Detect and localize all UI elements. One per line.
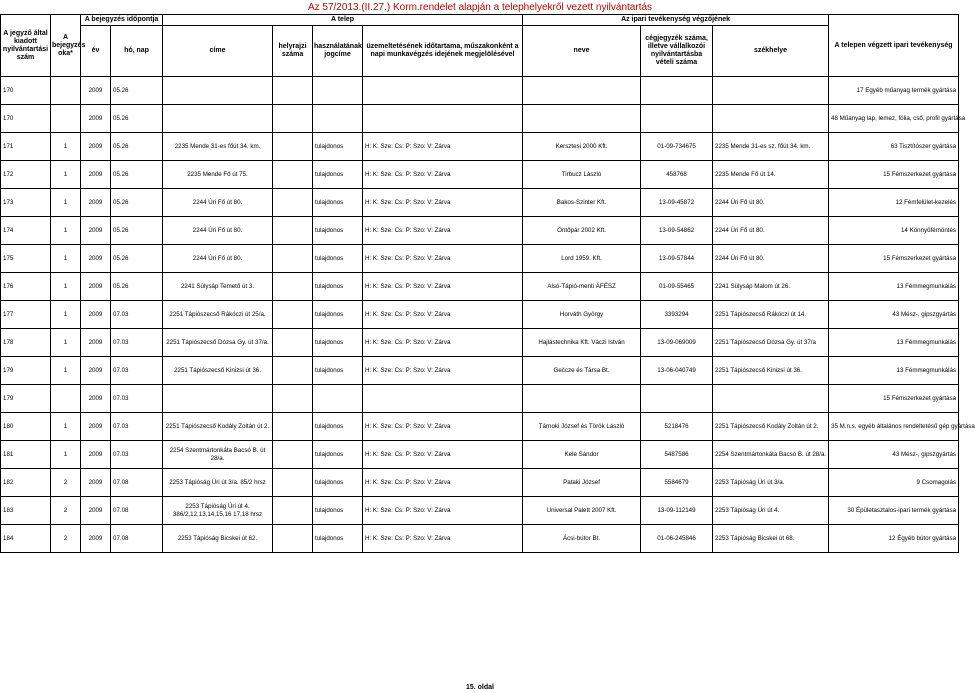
cell-szekhely: 2244 Úri Fő út 80. [713, 189, 829, 217]
cell-ceg-neve: Hajlástechnika Kft. Váczi István [523, 329, 641, 357]
cell-telep-cime: 2251 Tápiószecső Kinizsi út 36. [163, 357, 273, 385]
cell-row-number: 172 [1, 161, 51, 189]
cell-ipari-tevekenyseg: 15 Fémszerkezet gyártása [829, 161, 959, 189]
cell-row-number: 176 [1, 273, 51, 301]
cell-month-day: 05.26 [111, 133, 163, 161]
cell-row-number: 178 [1, 329, 51, 357]
cell-ipari-tevekenyseg: 14 Könnyűfémöntés [829, 217, 959, 245]
cell-year: 2009 [81, 189, 111, 217]
cell-jogcim: tulajdonos [313, 357, 363, 385]
cell-helyrajzi-szam [273, 217, 313, 245]
cell-month-day: 05.26 [111, 105, 163, 133]
cell-ceg-neve: Horváth György [523, 301, 641, 329]
cell-year: 2009 [81, 441, 111, 469]
cell-row-number: 173 [1, 189, 51, 217]
cell-month-day: 07.03 [111, 357, 163, 385]
cell-ipari-tevekenyseg: 12 Fémfelület-kezelés [829, 189, 959, 217]
cell-cegjegyzek-szam: 5487586 [641, 441, 713, 469]
cell-helyrajzi-szam [273, 525, 313, 553]
cell-uzemeltetes-idotartam: H: K: Sze: Cs: P: Szo: V: Zárva [363, 357, 523, 385]
cell-uzemeltetes-idotartam: H: K: Sze: Cs: P: Szo: V: Zárva [363, 245, 523, 273]
cell-helyrajzi-szam [273, 245, 313, 273]
cell-ipari-tevekenyseg: 43 Mész-, gipszgyártás [829, 441, 959, 469]
cell-month-day: 07.03 [111, 413, 163, 441]
cell-ipari-tevekenyseg: 13 Fémmegmunkálás [829, 329, 959, 357]
cell-year: 2009 [81, 161, 111, 189]
table-row [1, 469, 959, 497]
cell-ipari-tevekenyseg: 15 Fémszerkezet gyártása [829, 385, 959, 413]
cell-jogcim: tulajdonos [313, 469, 363, 497]
cell-cegjegyzek-szam [641, 77, 713, 105]
cell-telep-cime: 2241 Sülysáp Temető út 3. [163, 273, 273, 301]
cell-helyrajzi-szam [273, 161, 313, 189]
cell-helyrajzi-szam [273, 301, 313, 329]
cell-telep-cime: 2235 Mende 31-es főút 34. km. [163, 133, 273, 161]
register-table [0, 14, 975, 553]
cell-telep-cime: 2235 Mende Fő út 75. [163, 161, 273, 189]
cell-helyrajzi-szam [273, 329, 313, 357]
cell-bejegyzes-oka: 1 [51, 245, 81, 273]
cell-row-number: 180 [1, 413, 51, 441]
cell-telep-cime [163, 385, 273, 413]
cell-ipari-tevekenyseg: 43 Mész-, gipszgyártás [829, 301, 959, 329]
table-row [1, 301, 959, 329]
cell-helyrajzi-szam [273, 357, 313, 385]
cell-ipari-tevekenyseg: 12 Égyéb bútor gyártása [829, 525, 959, 553]
cell-bejegyzes-oka [51, 385, 81, 413]
cell-szekhely: 2253 Tápióság Bicskei út 68. [713, 525, 829, 553]
cell-telep-cime: 2253 Tápióság Bicskei út 62. [163, 525, 273, 553]
cell-szekhely: 2244 Úri Fő út 80. [713, 245, 829, 273]
header-neve: neve [523, 26, 641, 77]
cell-jogcim: tulajdonos [313, 301, 363, 329]
cell-row-number: 179 [1, 385, 51, 413]
cell-ipari-tevekenyseg: 35 M.n.s. egyéb általános rendeltetésű gép gyártása [829, 413, 959, 441]
cell-bejegyzes-oka: 1 [51, 301, 81, 329]
header-telep: A telep [163, 15, 523, 26]
cell-uzemeltetes-idotartam: H: K: Sze: Cs: P: Szo: V: Zárva [363, 301, 523, 329]
cell-bejegyzes-oka [51, 105, 81, 133]
cell-szekhely: 2251 Tápiószecső Rákóczi út 14. [713, 301, 829, 329]
cell-cegjegyzek-szam: 01-09-55465 [641, 273, 713, 301]
cell-cegjegyzek-szam: 13-09-54862 [641, 217, 713, 245]
cell-jogcim: tulajdonos [313, 441, 363, 469]
cell-month-day: 05.26 [111, 189, 163, 217]
cell-bejegyzes-oka [51, 77, 81, 105]
cell-cegjegyzek-szam: 5218476 [641, 413, 713, 441]
table-row [1, 329, 959, 357]
cell-cegjegyzek-szam: 13-06-040749 [641, 357, 713, 385]
cell-row-number: 174 [1, 217, 51, 245]
cell-jogcim: tulajdonos [313, 245, 363, 273]
cell-szekhely [713, 105, 829, 133]
cell-month-day: 07.03 [111, 301, 163, 329]
cell-helyrajzi-szam [273, 413, 313, 441]
cell-ceg-neve [523, 385, 641, 413]
cell-telep-cime: 2251 Tápiószecső Dózsa Gy. út 37/a. [163, 329, 273, 357]
cell-ipari-tevekenyseg: 15 Fémszerkezet gyártása [829, 245, 959, 273]
cell-ceg-neve: Tárnoki József és Török László [523, 413, 641, 441]
cell-helyrajzi-szam [273, 77, 313, 105]
cell-szekhely: 2254 Szentmártonkáta Bacsó B. út 28/a. [713, 441, 829, 469]
cell-bejegyzes-oka: 1 [51, 217, 81, 245]
cell-row-number: 170 [1, 105, 51, 133]
cell-ipari-tevekenyseg: 13 Fémmegmunkálás [829, 357, 959, 385]
cell-row-number: 177 [1, 301, 51, 329]
cell-year: 2009 [81, 217, 111, 245]
cell-jogcim: tulajdonos [313, 525, 363, 553]
cell-telep-cime [163, 105, 273, 133]
cell-month-day: 07.08 [111, 497, 163, 525]
cell-month-day: 05.26 [111, 273, 163, 301]
cell-uzemeltetes-idotartam: H: K: Sze: Cs: P: Szo: V: Zárva [363, 329, 523, 357]
cell-uzemeltetes-idotartam: H: K: Sze: Cs: P: Szo: V: Zárva [363, 217, 523, 245]
cell-szekhely: 2235 Mende Fő út 14. [713, 161, 829, 189]
cell-ceg-neve: Kele Sándor [523, 441, 641, 469]
header-ho-nap: hó, nap [111, 26, 163, 77]
table-body [1, 77, 975, 553]
cell-jogcim [313, 105, 363, 133]
cell-year: 2009 [81, 133, 111, 161]
table-row [1, 217, 959, 245]
cell-telep-cime: 2253 Tápióság Úri út 4. 386/2,12,13,14,15,16 17,18 hrsz [163, 497, 273, 525]
cell-ipari-tevekenyseg: 13 Fémmegmunkálás [829, 273, 959, 301]
cell-year: 2009 [81, 105, 111, 133]
cell-row-number: 182 [1, 469, 51, 497]
header-szekhelye: székhelye [713, 26, 829, 77]
cell-ceg-neve: Gečcze és Társa Bt. [523, 357, 641, 385]
cell-row-number: 181 [1, 441, 51, 469]
cell-jogcim [313, 385, 363, 413]
cell-szekhely: 2253 Tápióság Úri út 3/a. [713, 469, 829, 497]
cell-jogcim [313, 77, 363, 105]
cell-year: 2009 [81, 301, 111, 329]
cell-uzemeltetes-idotartam: H: K: Sze: Cs: P: Szo: V: Zárva [363, 497, 523, 525]
cell-uzemeltetes-idotartam [363, 385, 523, 413]
table-row [1, 133, 959, 161]
cell-month-day: 07.03 [111, 441, 163, 469]
cell-szekhely: 2244 Úri Fő út 80. [713, 217, 829, 245]
cell-jogcim: tulajdonos [313, 161, 363, 189]
cell-jogcim: tulajdonos [313, 413, 363, 441]
cell-ceg-neve: Alsó-Tápió-menti ÁFÉSZ [523, 273, 641, 301]
cell-telep-cime: 2244 Úri Fő út 80. [163, 189, 273, 217]
cell-month-day: 05.26 [111, 77, 163, 105]
cell-cegjegyzek-szam [641, 105, 713, 133]
cell-year: 2009 [81, 497, 111, 525]
cell-helyrajzi-szam [273, 273, 313, 301]
cell-helyrajzi-szam [273, 133, 313, 161]
cell-uzemeltetes-idotartam [363, 77, 523, 105]
cell-bejegyzes-oka: 1 [51, 189, 81, 217]
table-row [1, 497, 959, 525]
cell-year: 2009 [81, 273, 111, 301]
cell-cegjegyzek-szam: 01-09-734675 [641, 133, 713, 161]
cell-helyrajzi-szam [273, 441, 313, 469]
cell-year: 2009 [81, 385, 111, 413]
cell-ipari-tevekenyseg: 30 Épületasztalos-ipari termék gyártása [829, 497, 959, 525]
cell-cegjegyzek-szam: 13-09-069009 [641, 329, 713, 357]
header-helyrajzi: helyrajzi száma [273, 26, 313, 77]
cell-telep-cime [163, 77, 273, 105]
cell-jogcim: tulajdonos [313, 217, 363, 245]
cell-jogcim: tulajdonos [313, 273, 363, 301]
cell-row-number: 171 [1, 133, 51, 161]
cell-ceg-neve [523, 77, 641, 105]
cell-bejegyzes-oka: 1 [51, 133, 81, 161]
cell-row-number: 170 [1, 77, 51, 105]
cell-ceg-neve: Pataki József [523, 469, 641, 497]
cell-telep-cime: 2244 Úri Fő út 80. [163, 245, 273, 273]
cell-helyrajzi-szam [273, 189, 313, 217]
table-row [1, 413, 959, 441]
table-row [1, 245, 959, 273]
cell-uzemeltetes-idotartam: H: K: Sze: Cs: P: Szo: V: Zárva [363, 189, 523, 217]
cell-szekhely: 2251 Tápiószecső Dózsa Gy. út 37/a [713, 329, 829, 357]
cell-ceg-neve: Tirbucz László [523, 161, 641, 189]
cell-bejegyzes-oka: 2 [51, 469, 81, 497]
cell-month-day: 07.08 [111, 525, 163, 553]
cell-year: 2009 [81, 413, 111, 441]
cell-bejegyzes-oka: 1 [51, 329, 81, 357]
cell-bejegyzes-oka: 1 [51, 357, 81, 385]
cell-helyrajzi-szam [273, 105, 313, 133]
cell-month-day: 05.26 [111, 245, 163, 273]
cell-bejegyzes-oka: 1 [51, 161, 81, 189]
cell-bejegyzes-oka: 1 [51, 273, 81, 301]
table-row [1, 189, 959, 217]
cell-cegjegyzek-szam: 01-06-245846 [641, 525, 713, 553]
table-row [1, 105, 959, 133]
cell-cegjegyzek-szam: 458768 [641, 161, 713, 189]
header-hasznalat: használatának jogcíme [313, 26, 363, 77]
table-row [1, 161, 959, 189]
header-bejegyzes-oka: A bejegyzés oka* [51, 15, 81, 77]
cell-ceg-neve: Ácsi-bútor Bt. [523, 525, 641, 553]
cell-year: 2009 [81, 357, 111, 385]
cell-jogcim: tulajdonos [313, 133, 363, 161]
cell-year: 2009 [81, 329, 111, 357]
cell-row-number: 179 [1, 357, 51, 385]
cell-year: 2009 [81, 77, 111, 105]
cell-helyrajzi-szam [273, 497, 313, 525]
cell-szekhely: 2251 Tápiószecső Kinizsi út 36. [713, 357, 829, 385]
cell-telep-cime: 2253 Tápióság Úri út 3/a. 85/2 hrsz [163, 469, 273, 497]
cell-telep-cime: 2251 Tápiószecső Kodály Zoltán út 2. [163, 413, 273, 441]
cell-ceg-neve: Universal Palett 2007 Kft. [523, 497, 641, 525]
cell-month-day: 07.03 [111, 385, 163, 413]
cell-ipari-tevekenyseg: 9 Csomagolás [829, 469, 959, 497]
cell-ipari-tevekenyseg: 48 Műanyag lap, lemez, fólia, cső, profil gyártása [829, 105, 959, 133]
header-ev: év [81, 26, 111, 77]
table-row [1, 441, 959, 469]
cell-szekhely: 2235 Mende 31-es sz. főút 34. km. [713, 133, 829, 161]
cell-jogcim: tulajdonos [313, 189, 363, 217]
cell-month-day: 07.08 [111, 469, 163, 497]
cell-month-day: 07.03 [111, 329, 163, 357]
cell-uzemeltetes-idotartam: H: K: Sze: Cs: P: Szo: V: Zárva [363, 161, 523, 189]
cell-cegjegyzek-szam: 5584679 [641, 469, 713, 497]
table-row [1, 77, 959, 105]
cell-helyrajzi-szam [273, 385, 313, 413]
cell-row-number: 175 [1, 245, 51, 273]
cell-telep-cime: 2254 Szentmártonkáta Bacsó B. út 28/a. [163, 441, 273, 469]
document-title: Az 57/2013.(II.27.) Korm.rendelet alapján a telephelyekről vezett nyilvántartás [307, 2, 653, 13]
header-uzemeltetes: üzemeltetésének időtartama, műszakonként a napi munkavégzés idejének megjelölésével [363, 26, 523, 77]
cell-uzemeltetes-idotartam: H: K: Sze: Cs: P: Szo: V: Zárva [363, 133, 523, 161]
cell-uzemeltetes-idotartam: H: K: Sze: Cs: P: Szo: V: Zárva [363, 469, 523, 497]
cell-uzemeltetes-idotartam: H: K: Sze: Cs: P: Szo: V: Zárva [363, 525, 523, 553]
cell-uzemeltetes-idotartam: H: K: Sze: Cs: P: Szo: V: Zárva [363, 273, 523, 301]
table-header [1, 15, 959, 77]
cell-bejegyzes-oka: 2 [51, 525, 81, 553]
cell-ceg-neve: Öntőpár 2002 Kft. [523, 217, 641, 245]
cell-szekhely: 2253 Tápióság Úri út 4. [713, 497, 829, 525]
cell-cegjegyzek-szam: 3393294 [641, 301, 713, 329]
cell-bejegyzes-oka: 1 [51, 413, 81, 441]
cell-month-day: 05.26 [111, 217, 163, 245]
table-row [1, 357, 959, 385]
cell-szekhely [713, 385, 829, 413]
cell-szekhely: 2241 Sülysáp Malom út 26. [713, 273, 829, 301]
cell-row-number: 184 [1, 525, 51, 553]
cell-cegjegyzek-szam: 13-09-57844 [641, 245, 713, 273]
cell-ceg-neve: Kersztesi 2000 Kft. [523, 133, 641, 161]
page-number: 15. oldal [465, 684, 494, 691]
header-bejegyzes-idopontja: A bejegyzés időpontja [81, 15, 163, 26]
cell-jogcim: tulajdonos [313, 497, 363, 525]
cell-year: 2009 [81, 245, 111, 273]
cell-helyrajzi-szam [273, 469, 313, 497]
cell-telep-cime: 2251 Tápiószecső Rákóczi út 25/a. [163, 301, 273, 329]
cell-ceg-neve [523, 105, 641, 133]
cell-row-number: 183 [1, 497, 51, 525]
header-jegyzo: A jegyző által kiadott nyilvántartási szám [1, 15, 51, 77]
cell-year: 2009 [81, 525, 111, 553]
header-cime: címe [163, 26, 273, 77]
cell-year: 2009 [81, 469, 111, 497]
cell-cegjegyzek-szam: 13-09-45872 [641, 189, 713, 217]
cell-uzemeltetes-idotartam: H: K: Sze: Cs: P: Szo: V: Zárva [363, 413, 523, 441]
header-telepen: A telepen végzett ipari tevékenység [829, 15, 959, 77]
cell-ipari-tevekenyseg: 17 Egyéb műanyag termék gyártása [829, 77, 959, 105]
cell-bejegyzes-oka: 2 [51, 497, 81, 525]
cell-bejegyzes-oka: 1 [51, 441, 81, 469]
cell-ceg-neve: Lord 1959. Kft. [523, 245, 641, 273]
cell-jogcim: tulajdonos [313, 329, 363, 357]
cell-ipari-tevekenyseg: 63 Tisztítószer gyártása [829, 133, 959, 161]
header-ipari: Az ipari tevékenység végzőjének [523, 15, 829, 26]
table-row [1, 525, 959, 553]
cell-uzemeltetes-idotartam: H: K: Sze: Cs: P: Szo: V: Zárva [363, 441, 523, 469]
table-row [1, 273, 959, 301]
cell-uzemeltetes-idotartam [363, 105, 523, 133]
cell-telep-cime: 2244 Úri Fő út 80. [163, 217, 273, 245]
cell-szekhely: 2251 Tápiószecső Kodály Zoltán út 2. [713, 413, 829, 441]
header-cegjegyzek: cégjegyzék száma, illetve vállalkozói nyilvántartásba vételi száma [641, 26, 713, 77]
cell-cegjegyzek-szam: 13-09-112149 [641, 497, 713, 525]
table-row [1, 385, 959, 413]
cell-month-day: 05.26 [111, 161, 163, 189]
cell-cegjegyzek-szam [641, 385, 713, 413]
cell-ceg-neve: Bakos-Szinter Kft. [523, 189, 641, 217]
cell-szekhely [713, 77, 829, 105]
